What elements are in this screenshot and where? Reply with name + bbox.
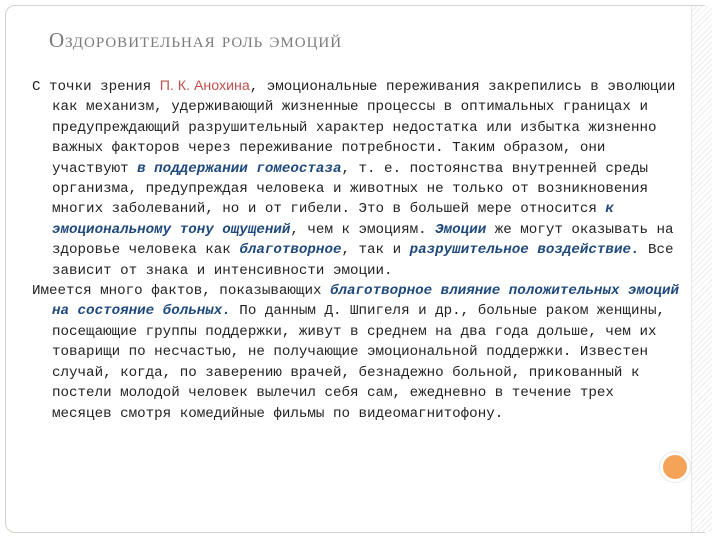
emphasis-homeostasis: в поддержании гомеостаза [137, 160, 342, 177]
text-run: С точки зрения [32, 79, 160, 95]
emphasis-beneficial: благотворное [239, 242, 342, 259]
paragraph-anokhin [32, 76, 680, 281]
emphasis-emotions: Эмоции [435, 221, 487, 238]
slide-title: Оздоровительная роль эмоций [49, 28, 343, 52]
accent-dot-icon [660, 452, 690, 482]
emphasis-destructive-effect: разрушительное воздействие. [409, 242, 640, 259]
emphasis-positive-emotions-influence: благотворное влияние положительных эмоций на состояние больных. [52, 283, 680, 320]
text-run: Имеется много фактов, показывающих [32, 283, 330, 300]
text-run: , эмоциональные переживания закрепились в эволюции как механизм, удерживающий жизненные процессы в оптимальных границах и предупреждающий разрушительный характер недостатка или избытка жизненно важных факторов через переживание потребности. Таким образом, они участвуют [52, 79, 676, 177]
slide-body [32, 76, 680, 424]
text-run: По данным Д. Шпигеля и др., больные раком женщины, посещающие группы поддержки, живут в среднем на два года дольше, чем их товарищи по несчастью, не получающие эмоциональной поддержки. Известен случай, когда, по заверению врачей, безнадежно больной, прикованный к постели молодой человек вылечил себя сам, ежедневно в течение трех месяцев смотря комедийные фильмы по видеомагнитофону. [52, 303, 666, 422]
author-name-anokhin: П. К. Анохина [159, 78, 250, 94]
paragraph-facts [32, 281, 680, 424]
text-run: , чем к эмоциям. [290, 221, 436, 238]
decorative-side-band [691, 6, 712, 532]
text-run: , т. е. постоянства внутренней среды организма, предупреждая человека и животных не только от возникновения многих заболеваний, но и от гибели. Это в большей мере относится [52, 160, 648, 218]
emphasis-emotional-tone: к эмоциональному тону ощущений [52, 201, 614, 238]
text-run: , так и [341, 242, 410, 259]
text-run: же могут оказывать на здоровье человека как [52, 221, 674, 259]
text-run: Все зависит от знака и интенсивности эмоции. [52, 242, 674, 279]
